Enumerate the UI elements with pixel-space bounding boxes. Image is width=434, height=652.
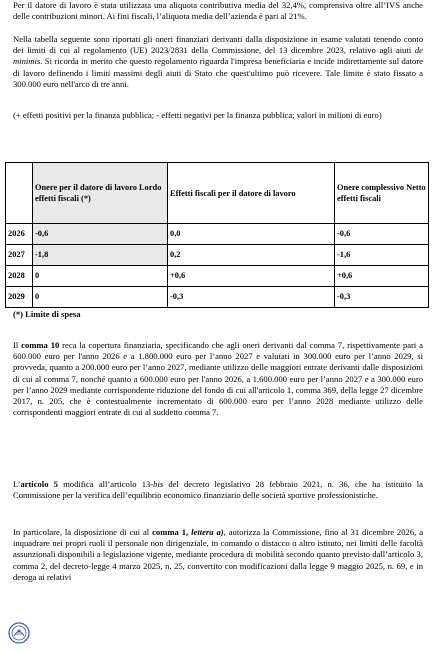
net-cell: -0,3 — [335, 287, 429, 308]
year-cell: 2028 — [6, 266, 33, 287]
article5-text-a: modifica all’articolo 13- — [57, 479, 154, 489]
net-cell: -1,6 — [335, 245, 429, 266]
comma1-label: comma 1 — [152, 527, 187, 537]
tax-cell: 0,0 — [168, 224, 335, 245]
article5-label: articolo 5 — [20, 479, 58, 489]
comma10-paragraph — [13, 340, 423, 418]
comma1-text-b: , autorizza la Commissione, fino al 31 dicembre 2026, a inquadrare nei propri ruoli il personale non dirigenziale, in comando o distacco o altro istituto, nei limiti delle facoltà assunzionali disponibili a legislazione vigente, mediante procedura di mobilità secondo quanto previsto dall’articolo 3, comma 2, del decreto-legge 4 marzo 2025, n. 25, convertito con modificazioni dalla legge 9 maggio 2025, n. 69, e in deroga ai relativi — [13, 527, 424, 582]
table-footnote: (*) Limite di spesa — [13, 309, 81, 319]
year-cell: 2029 — [6, 287, 33, 308]
net-cell: +0,6 — [335, 266, 429, 287]
article5-prefix: L’ — [13, 479, 21, 489]
year-cell: 2027 — [6, 245, 33, 266]
financial-effects-table — [5, 162, 429, 308]
gross-cell: -0,6 — [33, 224, 168, 245]
net-cell: -0,6 — [335, 224, 429, 245]
comma10-label: comma 10 — [21, 340, 60, 350]
table-row — [6, 224, 429, 245]
intro-paragraph: Per il datore di lavoro è stata utilizzata una aliquota contributiva media del 32,4%, comprensiva oltre all’IVS anche delle contribuzioni minori. Ai fini fiscali, l’aliquota media dell’azienda è pari al 21%. — [13, 0, 423, 22]
gross-cell: 0 — [33, 266, 168, 287]
comma10-prefix: Il — [13, 340, 22, 350]
regulation-paragraph — [13, 34, 423, 90]
gross-cell: 0 — [33, 287, 168, 308]
header-gross-cost: Onere per il datore di lavoro Lordo effetti fiscali (*) — [33, 163, 168, 224]
table-header-row — [6, 163, 429, 224]
tax-cell: -0,3 — [168, 287, 335, 308]
table-row — [6, 266, 429, 287]
regulation-text-a: Nella tabella seguente sono riportati gli oneri finanziari derivanti dalla disposizione in esame valutati tenendo conto dei limiti di cui al regolamento (UE) 2023/2831 della Commissione, del 13 dicembre 2023, relativo agli aiuti — [13, 34, 423, 56]
comma1-text-a: In particolare, la disposizione di cui al — [13, 527, 153, 537]
tax-cell: +0,6 — [168, 266, 335, 287]
de-minimis-term: de minimis — [13, 45, 423, 67]
table-row — [6, 245, 429, 266]
header-tax-effects: Effetti fiscali per il datore di lavoro — [168, 163, 335, 224]
gross-cell: -1,8 — [33, 245, 168, 266]
tax-cell: 0,2 — [168, 245, 335, 266]
year-header — [6, 163, 33, 224]
legend-note: (+ effetti positivi per la finanza pubblica; - effetti negativi per la finanza pubblica; valori in milioni di euro) — [13, 110, 382, 120]
article5-paragraph — [13, 479, 423, 501]
comma1-paragraph — [13, 527, 423, 583]
letter-a-label: lettera a) — [191, 527, 224, 537]
header-net-cost: Onere complessivo Netto effetti fiscali — [335, 163, 429, 224]
regulation-text-b: . Si ricorda in merito che questo regolamento riguarda l'impresa beneficiaria e incide indirettamente sul datore di lavoro definendo i limiti massimi degli aiuti di Stato che quest'ultimo può ricevere. Tale limite è stato fissato a 300.000 euro nell'arco di tre anni. — [13, 56, 423, 89]
bis-term: bis — [153, 479, 164, 489]
article5-text-b: del decreto legislativo 28 febbraio 2021, n. 36, che ha istituito la Commissione per la verifica dell’equilibrio economico finanziario delle società sportive professionistiche. — [13, 479, 423, 501]
seal-logo-icon — [8, 622, 30, 644]
comma10-text: reca la copertura finanziaria, specificando che agli oneri derivanti dal comma 7, rispettivamente pari a 600.000 euro per l'anno 2026 e a 1.800.000 euro per l’anno 2027 e valutati in 300.000 euro per l’anno 2029, si provveda, quanto a 200.000 euro per l’anno 2027, mediante utilizzo delle maggiori entrate derivanti dalle disposizioni di cui al comma 7, nonché quanto a 600.000 euro per l'anno 2026, a 1.600.000 euro per l’anno 2027 e a 300.000 euro per l’anno 2029 mediante corrispondente riduzione del fondo di cui all'articolo 1, comma 369, della legge 27 dicembre 2017, n. 205, che è contestualmente incrementato di 600.000 euro per l’anno 2028 mediante utilizzo delle corrispondenti maggiori entrate di cui al suddetto comma 7. — [13, 340, 423, 418]
year-cell: 2026 — [6, 224, 33, 245]
table-row — [6, 287, 429, 308]
comma1-sep: , — [186, 527, 192, 537]
